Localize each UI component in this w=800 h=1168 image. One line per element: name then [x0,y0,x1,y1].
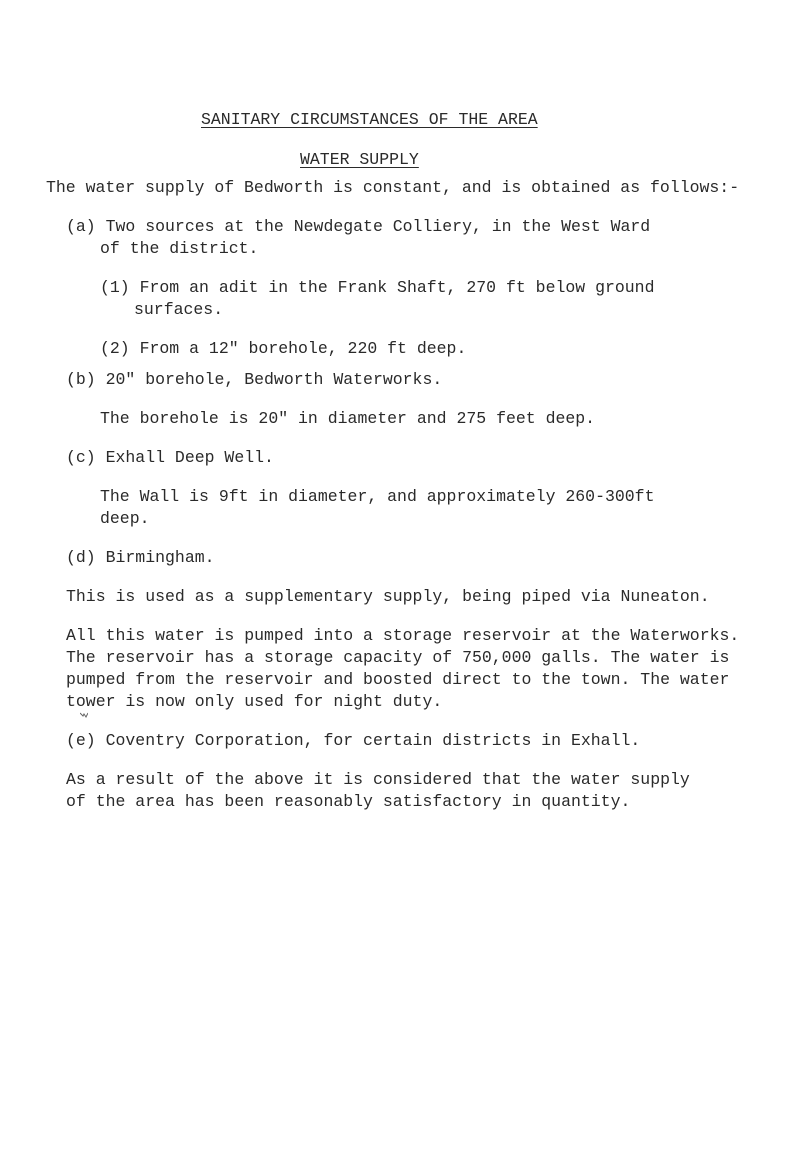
intro-paragraph: The water supply of Bedworth is constant, and is obtained as follows:- [46,178,740,197]
item-b-line-2: The borehole is 20" in diameter and 275 feet deep. [100,409,596,428]
item-c-line-2: The Wall is 9ft in diameter, and approximately 260-300ft [100,487,655,506]
ink-smudge-icon [80,712,88,718]
supplementary-paragraph: This is used as a supplementary supply, being piped via Nuneaton. [66,587,710,606]
section-heading: WATER SUPPLY [300,150,419,169]
item-a1-line-2: surfaces. [134,300,224,319]
item-d-line-1: (d) Birmingham. [66,548,215,567]
reservoir-paragraph-line-2: The reservoir has a storage capacity of 750,000 galls. The water is [66,648,730,667]
item-c-line-3: deep. [100,509,150,528]
conclusion-paragraph-line-1: As a result of the above it is considered that the water supply [66,770,690,789]
item-a-line-1: (a) Two sources at the Newdegate Colliery, in the West Ward [66,217,651,236]
reservoir-paragraph-line-1: All this water is pumped into a storage reservoir at the Waterworks. [66,626,740,645]
reservoir-paragraph-line-4: tower is now only used for night duty. [66,692,443,711]
conclusion-paragraph-line-2: of the area has been reasonably satisfactory in quantity. [66,792,631,811]
item-a2-line-1: (2) From a 12" borehole, 220 ft deep. [100,339,467,358]
document-title: SANITARY CIRCUMSTANCES OF THE AREA [201,110,538,129]
item-c-line-1: (c) Exhall Deep Well. [66,448,274,467]
reservoir-paragraph-line-3: pumped from the reservoir and boosted direct to the town. The water [66,670,730,689]
item-a1-line-1: (1) From an adit in the Frank Shaft, 270 ft below ground [100,278,655,297]
item-e-line-1: (e) Coventry Corporation, for certain districts in Exhall. [66,731,641,750]
item-a-line-2: of the district. [100,239,259,258]
item-b-line-1: (b) 20" borehole, Bedworth Waterworks. [66,370,443,389]
